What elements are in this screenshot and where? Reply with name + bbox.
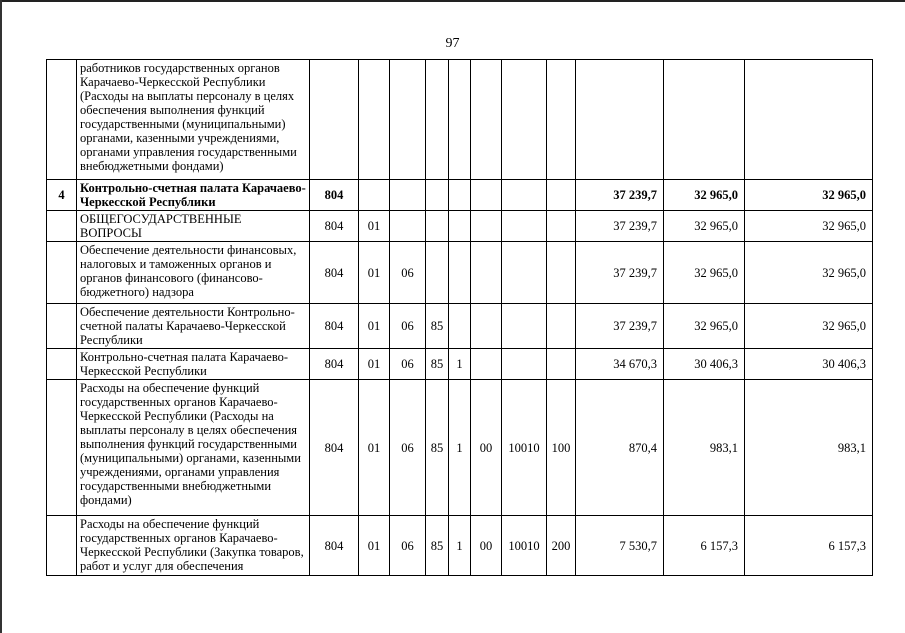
item-name-cell: Обеспечение деятельности финансовых, налоговых и таможенных органов и органов финансового (финансово-бюджетного) надзора: [77, 242, 310, 304]
ministry-code-cell: [310, 60, 359, 180]
item-name-cell: Контрольно-счетная палата Карачаево-Черкесской Республики: [77, 180, 310, 211]
table-row: [47, 516, 873, 576]
item-name-cell: ОБЩЕГОСУДАРСТВЕННЫЕ ВОПРОСЫ: [77, 211, 310, 242]
budget-table: [46, 59, 873, 576]
direction-code-cell: 10010: [502, 516, 547, 576]
subprogram-code-cell: [449, 242, 471, 304]
amount-year3-cell: 32 965,0: [745, 242, 873, 304]
amount-year3-cell: [745, 60, 873, 180]
measure-code-cell: [471, 304, 502, 349]
table-row: [47, 349, 873, 380]
expense-type-cell: [547, 242, 576, 304]
amount-year1-cell: 37 239,7: [576, 304, 664, 349]
amount-year1-cell: [576, 60, 664, 180]
ministry-code-cell: 804: [310, 380, 359, 516]
program-code-cell: 85: [426, 380, 449, 516]
program-code-cell: 85: [426, 304, 449, 349]
amount-year2-cell: 32 965,0: [664, 242, 745, 304]
direction-code-cell: [502, 304, 547, 349]
expense-type-cell: 200: [547, 516, 576, 576]
row-number-cell: [47, 211, 77, 242]
amount-year1-cell: 7 530,7: [576, 516, 664, 576]
section-code-cell: 01: [359, 242, 390, 304]
ministry-code-cell: 804: [310, 349, 359, 380]
subsection-code-cell: [390, 211, 426, 242]
amount-year2-cell: 30 406,3: [664, 349, 745, 380]
table-row: [47, 211, 873, 242]
table-row: [47, 180, 873, 211]
subprogram-code-cell: [449, 60, 471, 180]
measure-code-cell: [471, 242, 502, 304]
direction-code-cell: [502, 242, 547, 304]
ministry-code-cell: 804: [310, 516, 359, 576]
section-code-cell: 01: [359, 349, 390, 380]
subsection-code-cell: 06: [390, 242, 426, 304]
program-code-cell: 85: [426, 516, 449, 576]
item-name-cell: работников государственных органов Карачаево-Черкесской Республики (Расходы на выплаты персоналу в целях обеспечения выполнения функций государственными (муниципальными) органами, казенными учреждениями, органами управления государственными внебюджетными фондами): [77, 60, 310, 180]
section-code-cell: 01: [359, 516, 390, 576]
section-code-cell: 01: [359, 380, 390, 516]
amount-year3-cell: 983,1: [745, 380, 873, 516]
ministry-code-cell: 804: [310, 180, 359, 211]
expense-type-cell: [547, 211, 576, 242]
subprogram-code-cell: [449, 211, 471, 242]
amount-year1-cell: 37 239,7: [576, 180, 664, 211]
direction-code-cell: [502, 60, 547, 180]
measure-code-cell: [471, 211, 502, 242]
row-number-cell: [47, 349, 77, 380]
subsection-code-cell: 06: [390, 516, 426, 576]
item-name-cell: Контрольно-счетная палата Карачаево-Черкесской Республики: [77, 349, 310, 380]
measure-code-cell: [471, 60, 502, 180]
program-code-cell: [426, 180, 449, 211]
ministry-code-cell: 804: [310, 211, 359, 242]
expense-type-cell: [547, 349, 576, 380]
row-number-cell: [47, 60, 77, 180]
expense-type-cell: [547, 60, 576, 180]
subprogram-code-cell: [449, 304, 471, 349]
amount-year1-cell: 37 239,7: [576, 242, 664, 304]
table-row: [47, 380, 873, 516]
subsection-code-cell: [390, 180, 426, 211]
item-name-cell: Расходы на обеспечение функций государственных органов Карачаево-Черкесской Республики (Расходы на выплаты персоналу в целях обеспечения выполнения функций государственными (муниципальными) органами, казенными учреждениями, органами управления государственными внебюджетными фондами): [77, 380, 310, 516]
item-name-cell: Обеспечение деятельности Контрольно-счетной палаты Карачаево-Черкесской Республики: [77, 304, 310, 349]
expense-type-cell: 100: [547, 380, 576, 516]
table-row: [47, 242, 873, 304]
budget-table-body: [47, 60, 873, 576]
amount-year3-cell: 32 965,0: [745, 180, 873, 211]
subprogram-code-cell: 1: [449, 349, 471, 380]
direction-code-cell: [502, 180, 547, 211]
program-code-cell: [426, 242, 449, 304]
section-code-cell: [359, 60, 390, 180]
direction-code-cell: 10010: [502, 380, 547, 516]
section-code-cell: [359, 180, 390, 211]
amount-year1-cell: 34 670,3: [576, 349, 664, 380]
section-code-cell: 01: [359, 304, 390, 349]
subsection-code-cell: [390, 60, 426, 180]
scan-edge-left: [0, 0, 2, 633]
table-row: [47, 304, 873, 349]
amount-year1-cell: 37 239,7: [576, 211, 664, 242]
scan-edge-top: [0, 0, 905, 2]
ministry-code-cell: 804: [310, 304, 359, 349]
subsection-code-cell: 06: [390, 304, 426, 349]
expense-type-cell: [547, 180, 576, 211]
row-number-cell: [47, 380, 77, 516]
amount-year2-cell: 6 157,3: [664, 516, 745, 576]
subprogram-code-cell: 1: [449, 380, 471, 516]
section-code-cell: 01: [359, 211, 390, 242]
item-name-cell: Расходы на обеспечение функций государственных органов Карачаево-Черкесской Республики (Закупка товаров, работ и услуг для обеспечения: [77, 516, 310, 576]
row-number-cell: 4: [47, 180, 77, 211]
table-row: [47, 60, 873, 180]
amount-year1-cell: 870,4: [576, 380, 664, 516]
direction-code-cell: [502, 211, 547, 242]
subprogram-code-cell: [449, 180, 471, 211]
measure-code-cell: [471, 349, 502, 380]
measure-code-cell: 00: [471, 516, 502, 576]
amount-year3-cell: 32 965,0: [745, 304, 873, 349]
amount-year2-cell: 983,1: [664, 380, 745, 516]
row-number-cell: [47, 516, 77, 576]
subsection-code-cell: 06: [390, 349, 426, 380]
subprogram-code-cell: 1: [449, 516, 471, 576]
page-number: 97: [445, 36, 460, 51]
program-code-cell: 85: [426, 349, 449, 380]
row-number-cell: [47, 242, 77, 304]
amount-year2-cell: 32 965,0: [664, 211, 745, 242]
measure-code-cell: [471, 180, 502, 211]
expense-type-cell: [547, 304, 576, 349]
program-code-cell: [426, 60, 449, 180]
row-number-cell: [47, 304, 77, 349]
amount-year3-cell: 32 965,0: [745, 211, 873, 242]
direction-code-cell: [502, 349, 547, 380]
ministry-code-cell: 804: [310, 242, 359, 304]
subsection-code-cell: 06: [390, 380, 426, 516]
program-code-cell: [426, 211, 449, 242]
amount-year2-cell: 32 965,0: [664, 180, 745, 211]
amount-year2-cell: 32 965,0: [664, 304, 745, 349]
measure-code-cell: 00: [471, 380, 502, 516]
amount-year3-cell: 30 406,3: [745, 349, 873, 380]
amount-year2-cell: [664, 60, 745, 180]
amount-year3-cell: 6 157,3: [745, 516, 873, 576]
